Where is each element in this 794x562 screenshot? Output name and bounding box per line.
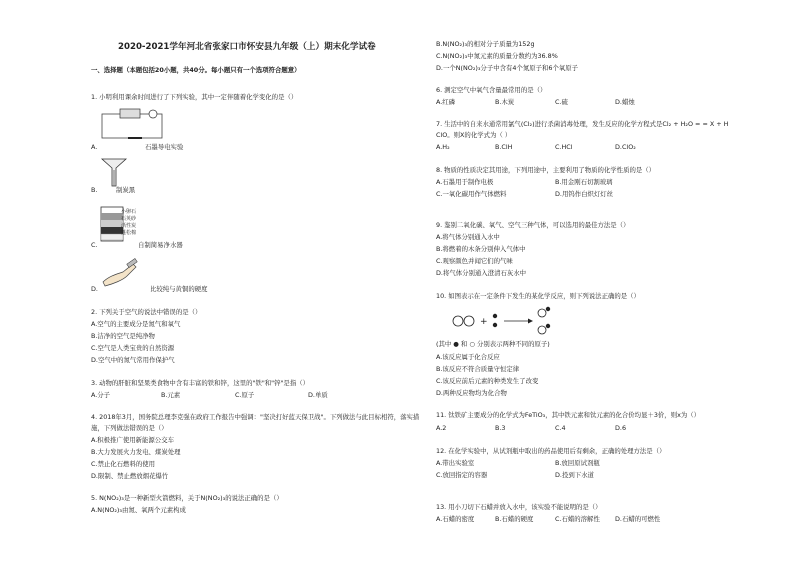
page-title: 2020-2021学年河北省张家口市怀安县九年级（上）期末化学试卷 [118, 42, 376, 52]
question-12-stem: 12. 在化学实验中，从试剂瓶中取出的药品使用后有剩余，正确的处理方法是（） [436, 447, 666, 455]
q3-option-b: B.元素 [161, 391, 181, 399]
q1-option-d-label: D. [91, 285, 98, 293]
q11-option-c: C.4 [555, 424, 566, 432]
q6-option-c: C.硫 [555, 98, 568, 106]
q10-option-c: C.该反应前后元素的种类发生了改变 [436, 377, 539, 385]
question-11-stem: 11. 钛铁矿主要成分的化学式为FeTiO₃，其中铁元素和钛元素的化合价均显＋3价，则x为（） [436, 411, 701, 419]
q4-option-c: C.禁止化石燃料的使用 [91, 460, 156, 468]
q7-option-d: D.ClO₂ [615, 143, 636, 151]
q11-option-d: D.6 [615, 424, 627, 432]
question-4-stem-cont: 施，下列做法错误的是（） [91, 424, 168, 432]
q6-option-b: B.木炭 [495, 98, 515, 106]
q8-option-a: A.石墨用于制作电极 [436, 178, 494, 186]
question-9-stem: 9. 鉴别二氧化碳、氧气、空气三种气体，可以选用的最佳方法是（） [436, 221, 630, 229]
q8-option-d: D.用钨作白炽灯灯丝 [555, 190, 614, 198]
q7-option-a: A.H₂ [436, 143, 450, 151]
question-7-stem-cont: ClO。则X的化学式为（ ） [436, 131, 512, 139]
q1-option-d-text: 比较纯与黄铜的硬度 [150, 285, 208, 293]
q2-option-b: B.洁净的空气是纯净物 [91, 332, 155, 340]
hardness-comparison-figure [99, 258, 141, 288]
q3-option-a: A.分子 [91, 391, 111, 399]
reaction-legend: (其中 ● 和 ○ 分别表示两种不同的原子) [436, 340, 550, 348]
q7-option-c: C.HCl [555, 143, 573, 151]
q12-option-a: A.带出实验室 [436, 459, 475, 467]
question-6-stem: 6. 测定空气中氧气含量最常用的是（） [436, 86, 547, 94]
q6-option-d: D.蜡烛 [615, 98, 635, 106]
q9-option-c: C.观察颜色并闻它们的气味 [436, 257, 513, 265]
q10-option-a: A.该反应属于化合反应 [436, 353, 500, 361]
q4-option-b: B.大力发展火力发电、煤炭处理 [91, 448, 181, 456]
question-13-stem: 13. 用小刀切下石蜡并放入水中，该实验不能说明的是（） [436, 503, 602, 511]
q9-option-a: A.将气体分别通入水中 [436, 233, 500, 241]
question-4-stem: 4. 2018年3月，国务院总理李克强在政府工作报告中强调："坚决打好蓝天保卫战"。下列做法与此目标相符，落实措 [91, 413, 420, 421]
q12-option-d: D.投到下水道 [555, 471, 594, 479]
q6-option-a: A.红磷 [436, 98, 456, 106]
question-1-stem: 1. 小明利用课余时间进行了下列实验，其中一定伴随着化学变化的是（） [91, 93, 298, 101]
filter-label-1: 小卵石 [121, 209, 137, 215]
question-7-stem: 7. 生活中的自来水通常用氯气(Cl₂)进行杀菌消毒处理，发生反应的化学方程式是Cl₂ + H₂O = = X + H [436, 120, 729, 128]
q2-option-c: C.空气是人类宝贵的自然资源 [91, 344, 175, 352]
q4-option-d: D.限制、禁止燃放烟花爆竹 [91, 472, 169, 480]
filter-label-4: 蓬松棉 [121, 230, 137, 236]
q1-option-a-label: A. [91, 143, 98, 151]
q8-option-b: B.用金刚石切割玻璃 [555, 178, 613, 186]
q1-option-c-label: C. [91, 241, 98, 249]
q13-option-d: D.石蜡的可燃性 [615, 515, 661, 523]
q12-option-c: C.放回指定的容器 [436, 471, 488, 479]
q5-option-b: B.N(NO₂)₃的相对分子质量为152g [436, 40, 535, 48]
q5-option-d: D.一个N(NO₂)₃分子中含有4个氮原子和6个氧原子 [436, 64, 579, 72]
q13-option-c: C.石蜡的溶解性 [555, 515, 600, 523]
q11-option-b: B.3 [495, 424, 506, 432]
carbon-black-apparatus [99, 156, 129, 188]
q1-option-a-text: 石墨导电实验 [145, 143, 184, 151]
q12-option-b: B.放回原试剂瓶 [555, 459, 600, 467]
q13-option-a: A.石蜡的密度 [436, 515, 475, 523]
q7-option-b: B.ClH [495, 143, 513, 151]
q3-option-d: D.单质 [308, 391, 328, 399]
q13-option-b: B.石蜡的硬度 [495, 515, 534, 523]
q2-option-d: D.空气中的氮气常用作保护气 [91, 356, 175, 364]
q4-option-a: A.积极推广使用新能源公交车 [91, 436, 174, 444]
q9-option-b: B.将燃着的木条分别伸入气体中 [436, 245, 526, 253]
question-10-stem: 10. 如图表示在一定条件下发生的某化学反应，则下列说法正确的是（） [436, 292, 640, 300]
q8-option-c: C.一氧化碳用作气体燃料 [436, 190, 507, 198]
q9-option-d: D.将气体分别通入澄清石灰水中 [436, 269, 527, 277]
svg-text:+: + [480, 317, 488, 327]
reaction-diagram [450, 304, 570, 338]
q10-option-d: D.两种反应物均为化合物 [436, 389, 507, 397]
q1-option-c-text: 自制简易净水器 [138, 241, 183, 249]
section-heading: 一、选择题（本题包括20小题，共40分。每小题只有一个选项符合题意） [91, 66, 301, 74]
q3-option-c: C.原子 [235, 391, 255, 399]
filter-label-3: 活性炭 [121, 223, 137, 229]
question-8-stem: 8. 物质的性质决定其用途，下列用途中，主要利用了物质的化学性质的是（） [436, 166, 656, 174]
q5-option-a: A.N(NO₂)₃由氮、氧两个元素构成 [91, 506, 186, 514]
question-3-stem: 3. 动物的肝脏和坚果类食物中含有丰富的铁和锌，这里的"铁"和"锌"是指（） [91, 379, 309, 387]
q1-option-b-label: B. [91, 186, 98, 194]
circuit-diagram [98, 104, 168, 144]
question-2-stem: 2. 下列关于空气的说法中错误的是（） [91, 308, 202, 316]
q11-option-a: A.2 [436, 424, 447, 432]
q10-option-b: B.该反应不符合质量守恒定律 [436, 365, 520, 373]
q2-option-a: A.空气的主要成分是氮气和氧气 [91, 320, 181, 328]
question-5-stem: 5. N(NO₂)₃是一种新型火箭燃料，关于N(NO₂)₃的说法正确的是（） [91, 494, 283, 502]
filter-label-2: 石英砂 [121, 216, 137, 222]
q5-option-c: C.N(NO₂)₃中氮元素的质量分数约为36.8% [436, 52, 558, 60]
q1-option-b-text: 制炭黑 [116, 186, 136, 194]
